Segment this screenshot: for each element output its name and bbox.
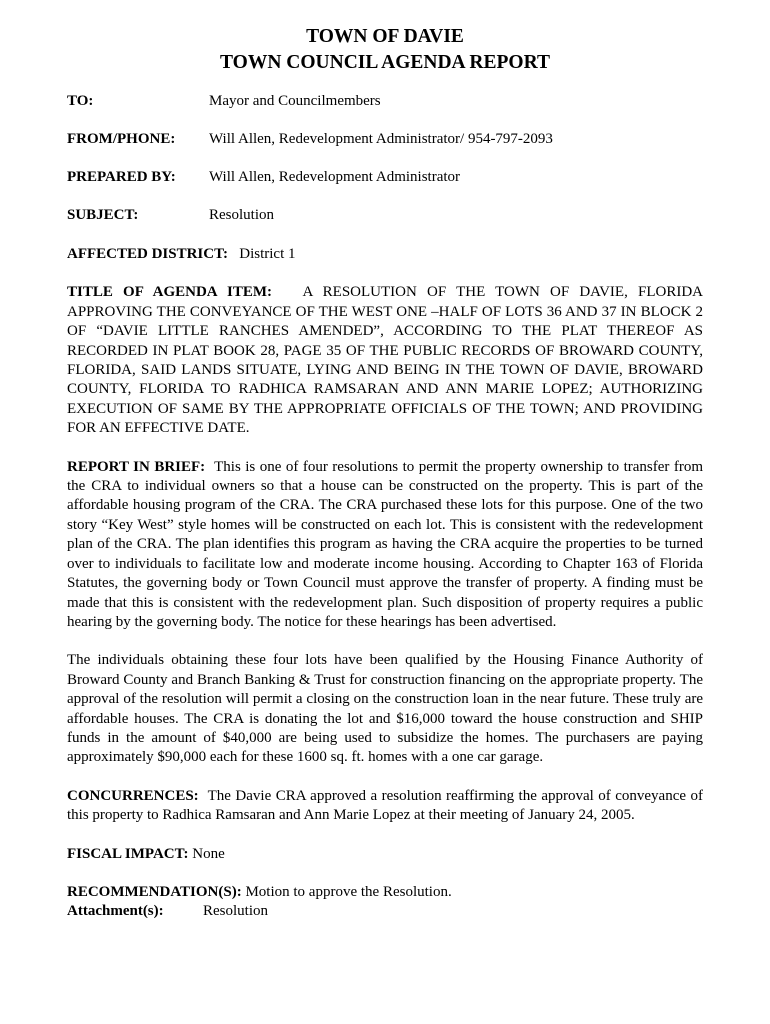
memo-subject-label: SUBJECT:	[67, 207, 139, 223]
report-type-heading: TOWN COUNCIL AGENDA REPORT	[220, 52, 550, 73]
memo-subject-value: Resolution	[209, 207, 275, 223]
report-in-brief	[67, 458, 703, 633]
attachments-label: Attachment(s):	[67, 903, 164, 920]
attachments-row	[67, 902, 703, 921]
recommendation-label: RECOMMENDATION(S):	[67, 883, 242, 900]
memo-from-row	[67, 130, 703, 149]
fiscal-impact-value: None	[192, 845, 225, 862]
memo-prepared-by-value: Will Allen, Redevelopment Administrator	[209, 169, 461, 185]
affected-district-line	[67, 245, 703, 264]
report-title	[67, 24, 703, 76]
concurrences	[67, 787, 703, 826]
town-name-heading: TOWN OF DAVIE	[306, 26, 464, 47]
concurrences-text: The Davie CRA approved a resolution reaffirming the approval of conveyance of this property to Radhica Ramsaran and Ann Marie Lopez at their meeting of January 24, 2005.	[67, 787, 703, 824]
affected-district-label: AFFECTED DISTRICT:	[67, 246, 228, 262]
recommendation-value: Motion to approve the Resolution.	[245, 883, 452, 900]
agenda-report-page	[67, 24, 703, 921]
memo-from-value: Will Allen, Redevelopment Administrator/ 954-797-2093	[209, 131, 553, 147]
memo-to-row	[67, 92, 703, 111]
title-of-agenda-item-text: A RESOLUTION OF THE TOWN OF DAVIE, FLORIDA APPROVING THE CONVEYANCE OF THE WEST ONE –HALF OF LOTS 36 AND 37 IN BLOCK 2 OF “DAVIE LITTLE RANCHES AMENDED”, ACCORDING TO THE PLAT THEREOF AS RECORDED IN PLAT BOOK 28, PAGE 35 OF THE PUBLIC RECORDS OF BROWARD COUNTY, FLORIDA, SAID LANDS SITUATE, LYING AND BEING IN THE TOWN OF DAVIE, BROWARD COUNTY, FLORIDA TO RADHICA RAMSARAN AND ANN MARIE LOPEZ; AUTHORIZING EXECUTION OF SAME BY THE APPROPRIATE OFFICIALS OF THE TOWN; AND PROVIDING FOR AN EFFECTIVE DATE.	[67, 284, 703, 437]
memo-subject-row	[67, 206, 703, 225]
attachments-value: Resolution	[203, 903, 269, 920]
concurrences-label: CONCURRENCES:	[67, 787, 199, 804]
individuals-paragraph: The individuals obtaining these four lots have been qualified by the Housing Finance Authority of Broward County and Branch Banking & Trust for construction financing on the appropriate property. The approval of the resolution will permit a closing on the construction loan in the near future. These truly are affordable houses. The CRA is donating the lot and $16,000 toward the house construction and SHIP funds in the amount of $40,000 are being used to subsidize the homes. The purchasers are paying approximately $90,000 each for these 1600 sq. ft. homes with a one car garage.	[67, 652, 703, 766]
affected-district-value: District 1	[239, 246, 296, 262]
report-in-brief-label: REPORT IN BRIEF:	[67, 458, 206, 475]
memo-prepared-by-row	[67, 168, 703, 187]
memo-from-label: FROM/PHONE:	[67, 131, 176, 147]
title-of-agenda-item-label: TITLE OF AGENDA ITEM:	[67, 284, 272, 301]
memo-to-value: Mayor and Councilmembers	[209, 93, 381, 109]
memo-prepared-by-label: PREPARED BY:	[67, 169, 176, 185]
report-in-brief-text: This is one of four resolutions to permit the property ownership to transfer from the CRA to individual owners so that a house can be constructed on the property. This is part of the affordable housing program of the CRA. The CRA purchased these lots for this purpose. One of the two story “Key West” style homes will be constructed on each lot. This is consistent with the redevelopment plan of the CRA. The plan identifies this program as having the CRA acquire the properties to be turned over to individuals to facilitate low and moderate income housing. According to Chapter 163 of Florida Statutes, the governing body or Town Council must approve the transfer of property. A finding must be made that this is consistent with the redevelopment plan. Such disposition of property requires a public hearing by the governing body. The notice for these hearings has been advertised.	[67, 458, 704, 630]
memo-to-label: TO:	[67, 93, 94, 109]
recommendation-line	[67, 883, 703, 902]
title-of-agenda-item	[67, 283, 703, 438]
fiscal-impact-label: FISCAL IMPACT:	[67, 845, 189, 862]
fiscal-impact-line	[67, 845, 703, 864]
